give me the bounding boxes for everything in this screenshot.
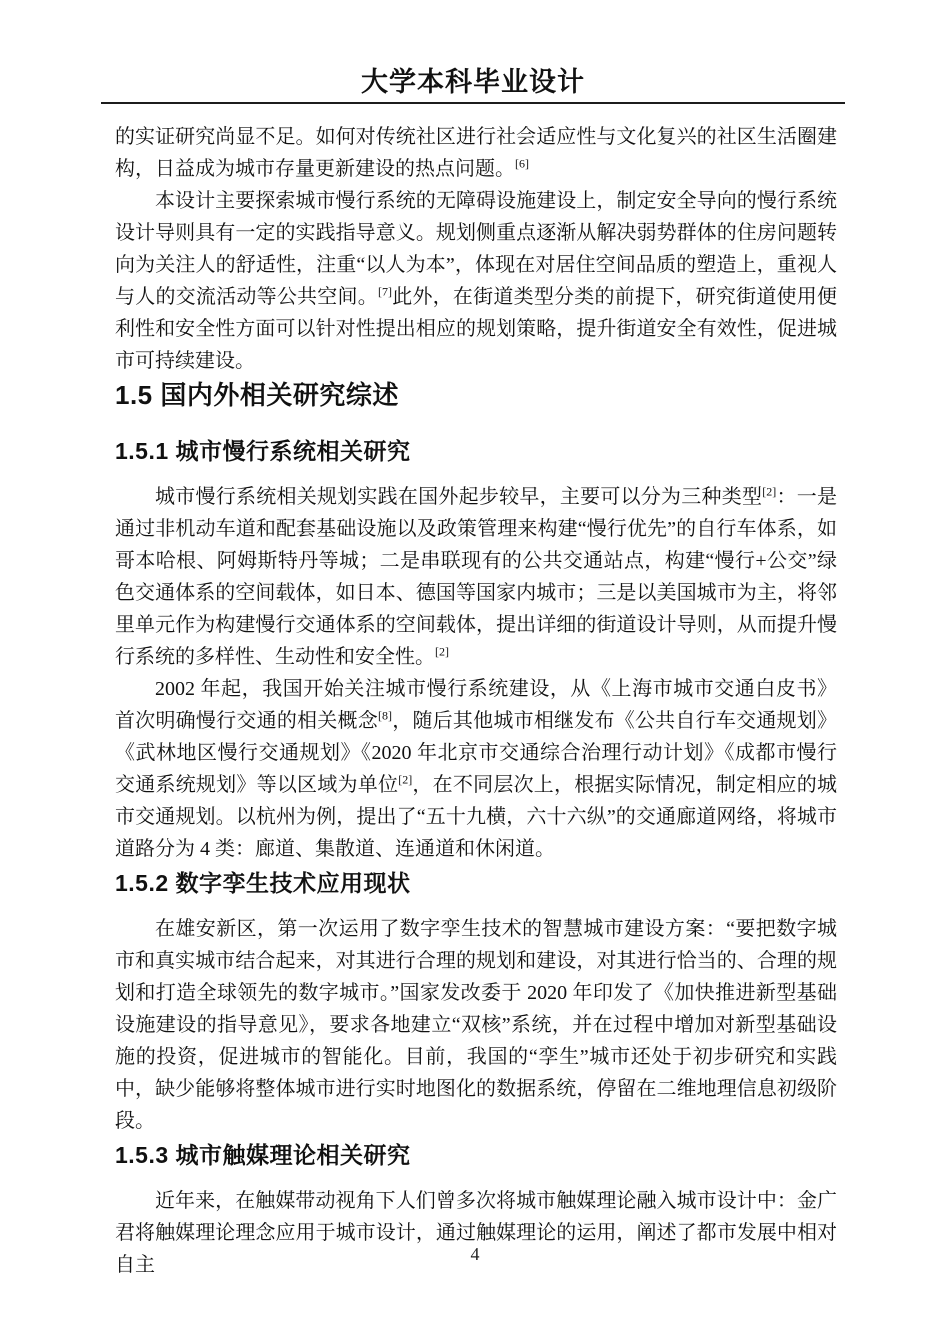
citation-superscript: [8]: [377, 708, 392, 723]
paragraph-digital-twin: 在雄安新区，第一次运用了数字孪生技术的智慧城市建设方案：“要把数字城市和真实城市结合起来，对其进行合理的规划和建设，对其进行恰当的、合理的规划和打造全球领先的数字城市。”国家发改委于 2020 年印发了《加快推进新型基础设施建设的指导意见》，要求各地建立“双核”系统，并在过程中增加对新型基础设施的投资，促进城市的智能化。目前，我国的“孪生”城市还处于初步研究和实践中，缺少能够将整体城市进行实时地图化的数据系统，停留在二维地理信息初级阶段。: [115, 918, 837, 1132]
citation-superscript: [7]: [377, 284, 392, 299]
citation-superscript: [2]: [762, 484, 777, 499]
page-header: [101, 0, 845, 104]
citation-superscript: [2]: [398, 772, 413, 787]
paragraph-slow-traffic-abroad: 城市慢行系统相关规划实践在国外起步较早，主要可以分为三种类型[2]：一是通过非机动车道和配套基础设施以及政策管理来构建“慢行优先”的自行车体系，如哥本哈根、阿姆斯特丹等城；二是串联现有的公共交通站点，构建“慢行+公交”绿色交通体系的空间载体，如日本、德国等国家内城市；三是以美国城市为主，将邻里单元作为构建慢行交通体系的空间载体，提出详细的街道设计导则，从而提升慢行系统的多样性、生动性和安全性。[2]: [115, 484, 838, 668]
paragraph-design-significance: 本设计主要探索城市慢行系统的无障碍设施建设上，制定安全导向的慢行系统设计导则具有一定的实践指导意义。规划侧重点逐渐从解决弱势群体的住房问题转向为关注人的舒适性，注重“以人为本”，体现在对居住空间品质的塑造上，重视人与人的交流活动等公共空间。[7]此外，在街道类型分类的前提下，研究街道使用便利性和安全性方面可以针对性提出相应的规划策略，提升街道安全有效性，促进城市可持续建设。: [115, 190, 838, 372]
page-footer: [0, 1243, 950, 1265]
paragraph-urban-catalyst: 近年来，在触媒带动视角下人们曾多次将城市触媒理论融入城市设计中：金广君将触媒理论理念应用于城市设计，通过触媒理论的运用，阐述了都市发展中相对自主: [115, 1190, 837, 1276]
citation-superscript: [6]: [515, 156, 529, 171]
page-number: 4: [470, 1244, 480, 1264]
header-title: 大学本科毕业设计: [361, 67, 585, 97]
subsection-heading-1-5-2: 1.5.2 数字孪生技术应用现状: [115, 870, 411, 896]
subsection-heading-1-5-1: 1.5.1 城市慢行系统相关研究: [115, 438, 411, 464]
paragraph-slow-traffic-china: 2002 年起，我国开始关注城市慢行系统建设，从《上海市城市交通白皮书》首次明确慢行交通的相关概念[8]，随后其他城市相继发布《公共自行车交通规划》《武林地区慢行交通规划》《2020 年北京市交通综合治理行动计划》《成都市慢行交通系统规划》等以区域为单位[2]，在不同层次上，根据实际情况，制定相应的城市交通规划。以杭州为例，提出了“五十九横，六十六纵”的交通廊道网络，将城市道路分为 4 类：廊道、集散道、连通道和休闲道。: [115, 678, 838, 860]
citation-superscript: [2]: [435, 644, 449, 659]
paragraph-continuation: 的实证研究尚显不足。如何对传统社区进行社会适应性与文化复兴的社区生活圈建构，日益成为城市存量更新建设的热点问题。[6]: [115, 126, 837, 180]
subsection-heading-1-5-3: 1.5.3 城市触媒理论相关研究: [115, 1142, 411, 1168]
section-heading-1-5: 1.5 国内外相关研究综述: [115, 380, 399, 410]
document-body: [115, 121, 837, 1281]
